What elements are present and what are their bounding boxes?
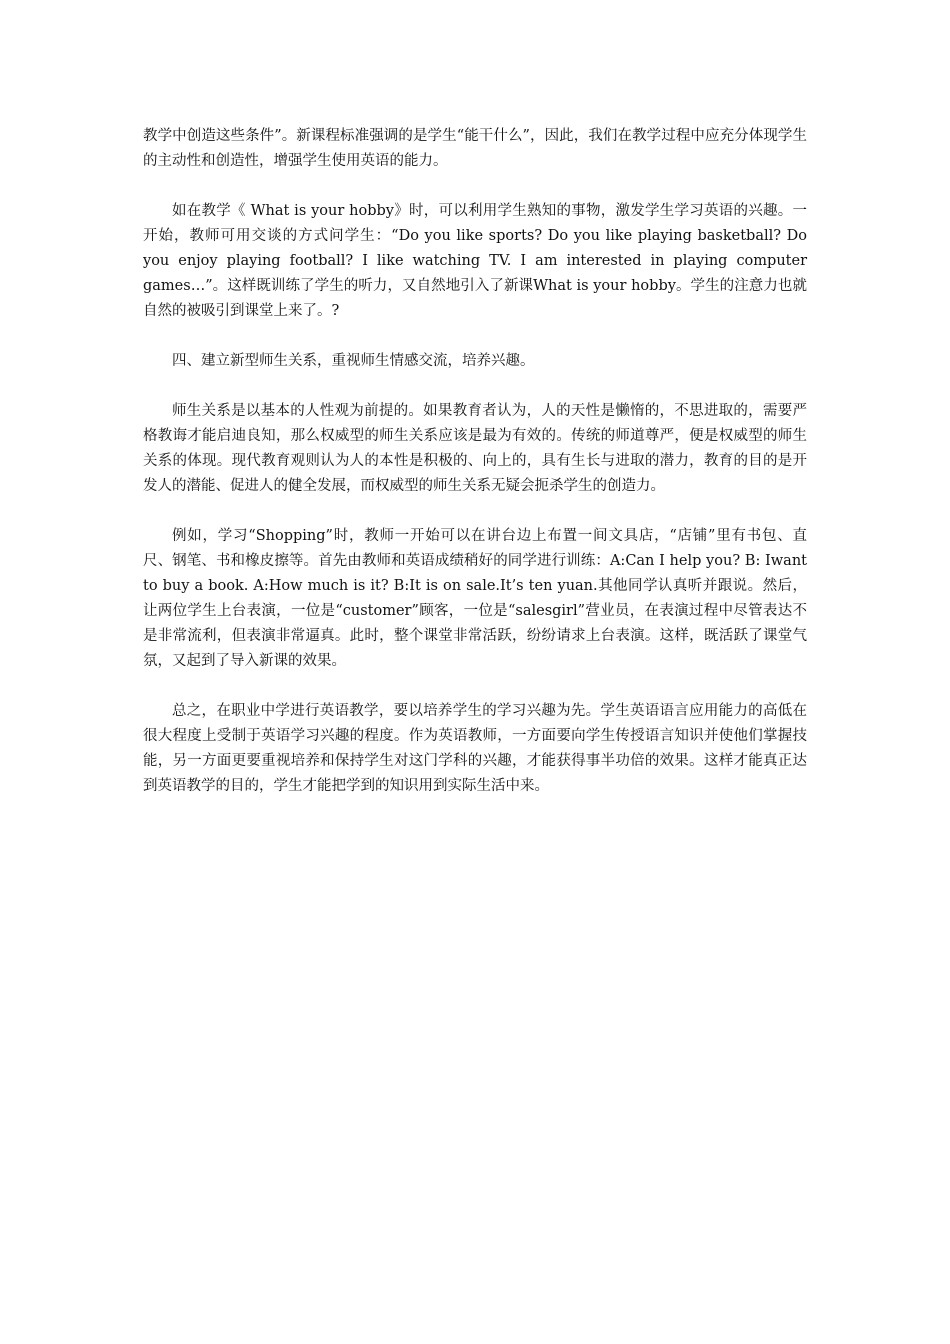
paragraph-shopping-example: 例如，学习“Shopping”时，教师一开始可以在讲台边上布置一间文具店，“店铺”里有书包、直尺、钢笔、书和橡皮擦等。首先由教师和英语成绩稍好的同学进行训练：A:Can I help you? B: Iwant to buy a book. A:How much is it? B:It is on sale.It’s ten yuan.其他同学认真听并跟说。然后，让两位学生上台表演，一位是“customer”顾客，一位是“salesgirl”营业员，在表演过程中尽管表达不是非常流利，但表演非常逼真。此时，整个课堂非常活跃，纷纷请求上台表演。这样，既活跃了课堂气氛，又起到了导入新课的效果。	[143, 528, 807, 669]
paragraph-hobby-example: 如在教学《 What is your hobby》时，可以利用学生熟知的事物，激发学生学习英语的兴趣。一开始，教师可用交谈的方式问学生：“Do you like sports? Do you like playing basketball? Do you enjoy playing football? I like watching TV. I am interested in playing computer games…”。这样既训练了学生的听力，又自然地引入了新课What is your hobby。学生的注意力也就自然的被吸引到课堂上来了。?	[143, 203, 807, 319]
paragraph-continuation: 教学中创造这些条件”。新课程标准强调的是学生“能干什么”，因此，我们在教学过程中应充分体现学生的主动性和创造性，增强学生使用英语的能力。	[143, 128, 807, 169]
section-four-heading: 四、建立新型师生关系，重视师生情感交流，培养兴趣。	[172, 353, 535, 369]
paragraph-teacher-student-relation: 师生关系是以基本的人性观为前提的。如果教育者认为，人的天性是懒惰的，不思进取的，需要严格教诲才能启迪良知，那么权威型的师生关系应该是最为有效的。传统的师道尊严，便是权威型的师生关系的体现。现代教育观则认为人的本性是积极的、向上的，具有生长与进取的潜力，教育的目的是开发人的潜能、促进人的健全发展，而权威型的师生关系无疑会扼杀学生的创造力。	[143, 403, 807, 494]
paragraph-conclusion: 总之，在职业中学进行英语教学，要以培养学生的学习兴趣为先。学生英语语言应用能力的高低在很大程度上受制于英语学习兴趣的程度。作为英语教师，一方面要向学生传授语言知识并使他们掌握技能，另一方面更要重视培养和保持学生对这门学科的兴趣，才能获得事半功倍的效果。这样才能真正达到英语教学的目的，学生才能把学到的知识用到实际生活中来。	[143, 703, 807, 794]
document-body	[143, 124, 807, 824]
